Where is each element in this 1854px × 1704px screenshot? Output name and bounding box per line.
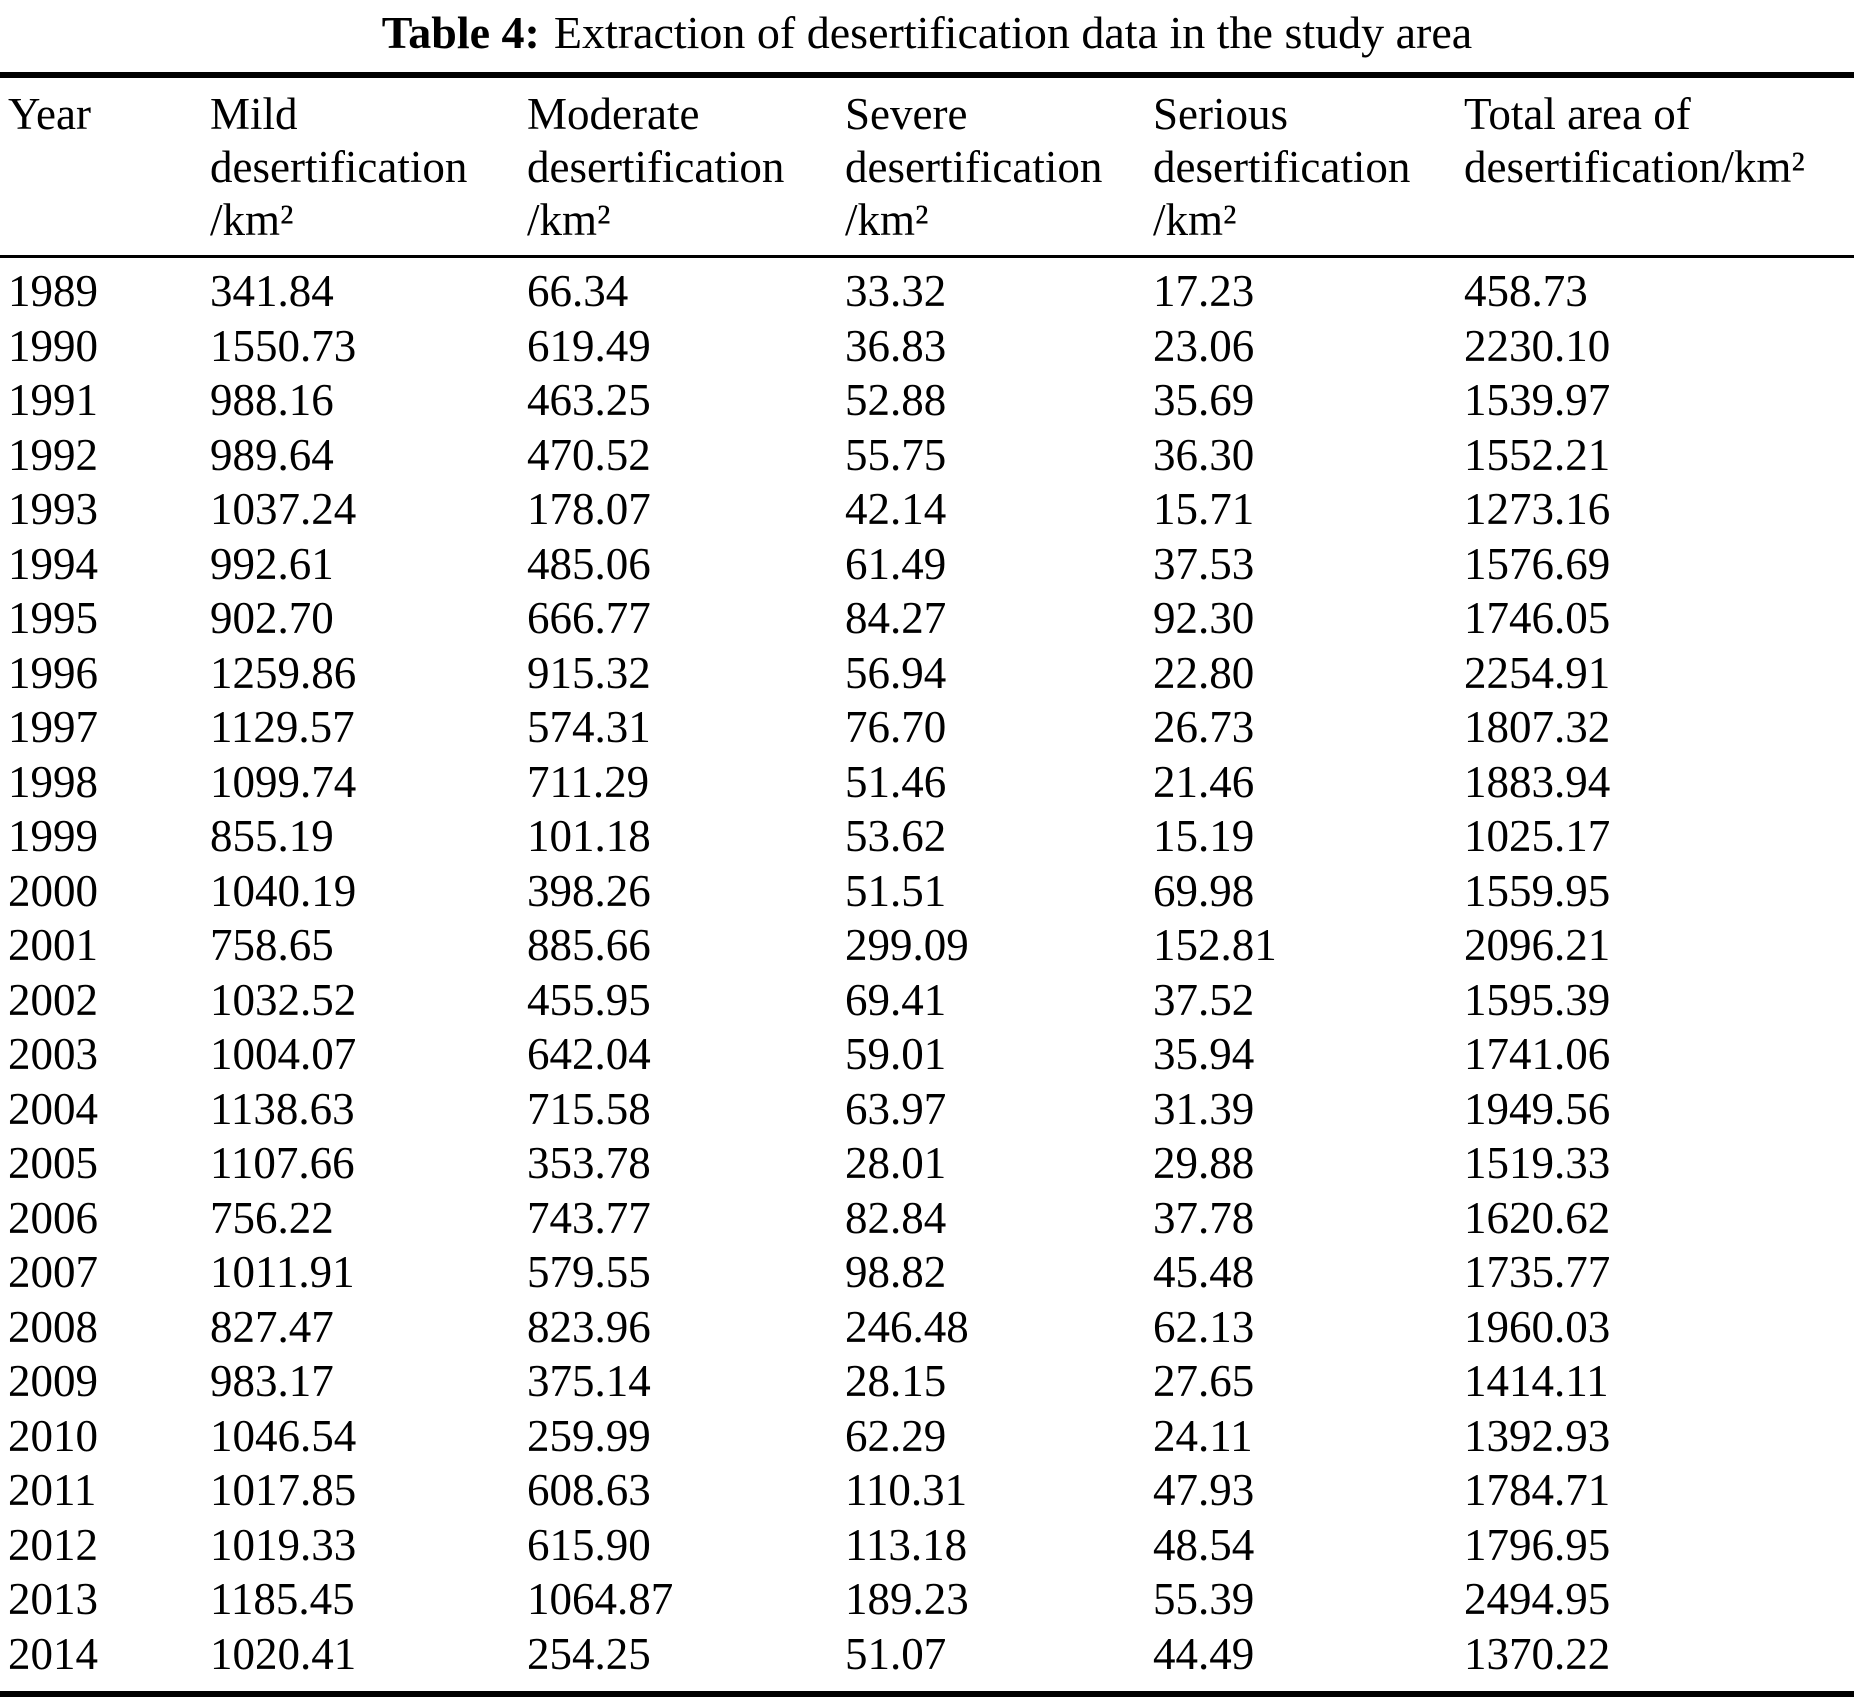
value-cell: 619.49 <box>527 320 651 371</box>
year-cell: 1999 <box>8 811 98 861</box>
value-cell: 1796.95 <box>1464 1519 1611 1570</box>
table-caption <box>0 0 1854 72</box>
value-cell: 1595.39 <box>1464 974 1611 1025</box>
caption-label: Table 4: <box>381 7 540 58</box>
year-cell: 1990 <box>8 320 98 371</box>
value-cell: 743.77 <box>527 1192 651 1243</box>
value-cell: 98.82 <box>845 1247 947 1297</box>
value-cell: 1040.19 <box>210 865 357 916</box>
value-cell: 47.93 <box>1153 1465 1255 1515</box>
value-cell: 1129.57 <box>210 702 355 752</box>
year-cell: 1995 <box>8 593 98 643</box>
year-cell: 2006 <box>8 1192 98 1243</box>
year-cell: 2009 <box>8 1356 98 1406</box>
column-header-line: Year <box>8 89 91 139</box>
value-cell: 63.97 <box>845 1083 947 1134</box>
value-cell: 823.96 <box>527 1301 651 1352</box>
value-cell: 69.98 <box>1153 865 1255 916</box>
table-row <box>0 537 1854 592</box>
column-header-line: /km² <box>845 195 929 245</box>
value-cell: 22.80 <box>1153 647 1255 698</box>
value-cell: 608.63 <box>527 1465 651 1515</box>
value-cell: 1099.74 <box>210 756 357 807</box>
table-row <box>0 646 1854 701</box>
value-cell: 23.06 <box>1153 320 1255 371</box>
column-header-line: desertification <box>1153 142 1411 192</box>
value-cell: 35.69 <box>1153 375 1255 425</box>
value-cell: 1519.33 <box>1464 1138 1611 1188</box>
column-header-line: Total area of <box>1464 89 1691 139</box>
column-header-mild <box>210 88 527 247</box>
year-cell: 1997 <box>8 702 98 752</box>
value-cell: 1017.85 <box>210 1465 357 1515</box>
column-header-moderate <box>527 88 845 247</box>
year-cell: 2010 <box>8 1410 98 1461</box>
value-cell: 1414.11 <box>1464 1356 1609 1406</box>
value-cell: 885.66 <box>527 920 651 970</box>
table-row <box>0 1518 1854 1573</box>
table-row <box>0 809 1854 864</box>
value-cell: 37.53 <box>1153 538 1255 589</box>
table-row <box>0 1572 1854 1627</box>
value-cell: 579.55 <box>527 1247 651 1297</box>
table-row <box>0 700 1854 755</box>
column-header-line: Severe <box>845 89 968 139</box>
value-cell: 189.23 <box>845 1574 969 1624</box>
value-cell: 26.73 <box>1153 702 1255 752</box>
value-cell: 1883.94 <box>1464 756 1611 807</box>
table-row <box>0 591 1854 646</box>
column-header-line: desertification/km² <box>1464 142 1805 192</box>
value-cell: 1025.17 <box>1464 811 1611 861</box>
value-cell: 1960.03 <box>1464 1301 1611 1352</box>
table-row <box>0 1191 1854 1246</box>
value-cell: 1185.45 <box>210 1574 355 1624</box>
value-cell: 1011.91 <box>210 1247 355 1297</box>
column-header-line: /km² <box>1153 195 1237 245</box>
value-cell: 178.07 <box>527 484 651 534</box>
value-cell: 2494.95 <box>1464 1574 1611 1624</box>
table-row <box>0 1300 1854 1355</box>
year-cell: 1993 <box>8 484 98 534</box>
value-cell: 59.01 <box>845 1029 947 1079</box>
value-cell: 1746.05 <box>1464 593 1611 643</box>
value-cell: 1807.32 <box>1464 702 1611 752</box>
value-cell: 1620.62 <box>1464 1192 1611 1243</box>
value-cell: 82.84 <box>845 1192 947 1243</box>
caption-text: Extraction of desertification data in the study area <box>553 7 1473 58</box>
value-cell: 15.71 <box>1153 484 1255 534</box>
value-cell: 27.65 <box>1153 1356 1255 1406</box>
value-cell: 246.48 <box>845 1301 969 1352</box>
table-row <box>0 1409 1854 1464</box>
year-cell: 2001 <box>8 920 98 970</box>
value-cell: 1392.93 <box>1464 1410 1611 1461</box>
table-row <box>0 373 1854 428</box>
value-cell: 1259.86 <box>210 647 357 698</box>
value-cell: 1046.54 <box>210 1410 357 1461</box>
value-cell: 28.01 <box>845 1138 947 1188</box>
value-cell: 2230.10 <box>1464 320 1611 371</box>
column-header-severe <box>845 88 1153 247</box>
value-cell: 48.54 <box>1153 1519 1255 1570</box>
column-header-serious <box>1153 88 1464 247</box>
table-row <box>0 482 1854 537</box>
value-cell: 254.25 <box>527 1628 651 1679</box>
value-cell: 101.18 <box>527 811 651 861</box>
value-cell: 463.25 <box>527 375 651 425</box>
value-cell: 1741.06 <box>1464 1029 1611 1079</box>
table-row <box>0 1463 1854 1518</box>
value-cell: 642.04 <box>527 1029 651 1079</box>
value-cell: 62.13 <box>1153 1301 1255 1352</box>
value-cell: 574.31 <box>527 702 651 752</box>
value-cell: 44.49 <box>1153 1628 1255 1679</box>
value-cell: 1949.56 <box>1464 1083 1611 1134</box>
year-cell: 1998 <box>8 756 98 807</box>
value-cell: 711.29 <box>527 756 650 807</box>
table-row <box>0 973 1854 1028</box>
value-cell: 1539.97 <box>1464 375 1611 425</box>
table-row <box>0 1136 1854 1191</box>
desertification-table <box>0 72 1854 1697</box>
value-cell: 1559.95 <box>1464 865 1611 916</box>
value-cell: 69.41 <box>845 974 947 1025</box>
year-cell: 1992 <box>8 429 98 480</box>
value-cell: 17.23 <box>1153 266 1255 316</box>
value-cell: 666.77 <box>527 593 651 643</box>
table-row <box>0 428 1854 483</box>
value-cell: 24.11 <box>1153 1410 1253 1461</box>
table-row <box>0 1354 1854 1409</box>
year-cell: 2003 <box>8 1029 98 1079</box>
value-cell: 92.30 <box>1153 593 1255 643</box>
value-cell: 51.51 <box>845 865 947 916</box>
value-cell: 35.94 <box>1153 1029 1255 1079</box>
value-cell: 455.95 <box>527 974 651 1025</box>
column-header-line: Mild <box>210 89 298 139</box>
value-cell: 66.34 <box>527 266 629 316</box>
value-cell: 62.29 <box>845 1410 947 1461</box>
value-cell: 341.84 <box>210 266 334 316</box>
value-cell: 36.83 <box>845 320 947 371</box>
value-cell: 756.22 <box>210 1192 334 1243</box>
table-row <box>0 1627 1854 1682</box>
value-cell: 15.19 <box>1153 811 1255 861</box>
value-cell: 1037.24 <box>210 484 357 534</box>
value-cell: 1550.73 <box>210 320 357 371</box>
value-cell: 1273.16 <box>1464 484 1611 534</box>
column-header-line: desertification <box>210 142 468 192</box>
table-row <box>0 264 1854 319</box>
table-row <box>0 918 1854 973</box>
value-cell: 353.78 <box>527 1138 651 1188</box>
value-cell: 55.39 <box>1153 1574 1255 1624</box>
value-cell: 1020.41 <box>210 1628 357 1679</box>
table-row <box>0 319 1854 374</box>
value-cell: 470.52 <box>527 429 651 480</box>
value-cell: 31.39 <box>1153 1083 1255 1134</box>
column-header-line: /km² <box>527 195 611 245</box>
value-cell: 1138.63 <box>210 1083 355 1134</box>
value-cell: 21.46 <box>1153 756 1255 807</box>
year-cell: 2000 <box>8 865 98 916</box>
value-cell: 45.48 <box>1153 1247 1255 1297</box>
value-cell: 61.49 <box>845 538 947 589</box>
value-cell: 55.75 <box>845 429 947 480</box>
value-cell: 992.61 <box>210 538 334 589</box>
value-cell: 84.27 <box>845 593 947 643</box>
year-cell: 2012 <box>8 1519 98 1570</box>
value-cell: 375.14 <box>527 1356 651 1406</box>
value-cell: 827.47 <box>210 1301 334 1352</box>
value-cell: 42.14 <box>845 484 947 534</box>
column-header-line: Serious <box>1153 89 1288 139</box>
value-cell: 1032.52 <box>210 974 357 1025</box>
value-cell: 398.26 <box>527 865 651 916</box>
value-cell: 1735.77 <box>1464 1247 1611 1297</box>
value-cell: 485.06 <box>527 538 651 589</box>
value-cell: 983.17 <box>210 1356 334 1406</box>
year-cell: 1996 <box>8 647 98 698</box>
value-cell: 1552.21 <box>1464 429 1611 480</box>
header-row <box>0 78 1854 258</box>
value-cell: 51.46 <box>845 756 947 807</box>
value-cell: 2096.21 <box>1464 920 1611 970</box>
year-cell: 2002 <box>8 974 98 1025</box>
year-cell: 1994 <box>8 538 98 589</box>
value-cell: 615.90 <box>527 1519 651 1570</box>
value-cell: 758.65 <box>210 920 334 970</box>
column-header-line: /km² <box>210 195 294 245</box>
value-cell: 36.30 <box>1153 429 1255 480</box>
value-cell: 458.73 <box>1464 266 1588 316</box>
column-header-line: Moderate <box>527 89 700 139</box>
value-cell: 28.15 <box>845 1356 947 1406</box>
value-cell: 37.52 <box>1153 974 1255 1025</box>
value-cell: 988.16 <box>210 375 334 425</box>
value-cell: 56.94 <box>845 647 947 698</box>
value-cell: 110.31 <box>845 1465 968 1515</box>
year-cell: 2007 <box>8 1247 98 1297</box>
value-cell: 1107.66 <box>210 1138 355 1188</box>
value-cell: 2254.91 <box>1464 647 1611 698</box>
year-cell: 2011 <box>8 1465 97 1515</box>
table-row <box>0 755 1854 810</box>
table-row <box>0 864 1854 919</box>
column-header-year <box>8 88 210 247</box>
value-cell: 1064.87 <box>527 1574 674 1624</box>
table-body <box>0 258 1854 1691</box>
table-row <box>0 1245 1854 1300</box>
column-header-total <box>1464 88 1854 247</box>
value-cell: 855.19 <box>210 811 334 861</box>
value-cell: 51.07 <box>845 1628 947 1679</box>
column-header-line: desertification <box>527 142 785 192</box>
year-cell: 1989 <box>8 266 98 316</box>
column-header-line: desertification <box>845 142 1103 192</box>
value-cell: 1576.69 <box>1464 538 1611 589</box>
value-cell: 1004.07 <box>210 1029 357 1079</box>
value-cell: 152.81 <box>1153 920 1277 970</box>
value-cell: 1019.33 <box>210 1519 357 1570</box>
value-cell: 29.88 <box>1153 1138 1255 1188</box>
value-cell: 113.18 <box>845 1519 968 1570</box>
value-cell: 1370.22 <box>1464 1628 1611 1679</box>
value-cell: 989.64 <box>210 429 334 480</box>
year-cell: 2004 <box>8 1083 98 1134</box>
value-cell: 715.58 <box>527 1083 651 1134</box>
value-cell: 299.09 <box>845 920 969 970</box>
year-cell: 2005 <box>8 1138 98 1188</box>
value-cell: 76.70 <box>845 702 947 752</box>
value-cell: 37.78 <box>1153 1192 1255 1243</box>
value-cell: 915.32 <box>527 647 651 698</box>
value-cell: 1784.71 <box>1464 1465 1611 1515</box>
value-cell: 52.88 <box>845 375 947 425</box>
value-cell: 902.70 <box>210 593 334 643</box>
value-cell: 53.62 <box>845 811 947 861</box>
value-cell: 259.99 <box>527 1410 651 1461</box>
table-row <box>0 1027 1854 1082</box>
year-cell: 2014 <box>8 1628 98 1679</box>
year-cell: 2013 <box>8 1574 98 1624</box>
year-cell: 1991 <box>8 375 98 425</box>
year-cell: 2008 <box>8 1301 98 1352</box>
value-cell: 33.32 <box>845 266 947 316</box>
table-row <box>0 1082 1854 1137</box>
